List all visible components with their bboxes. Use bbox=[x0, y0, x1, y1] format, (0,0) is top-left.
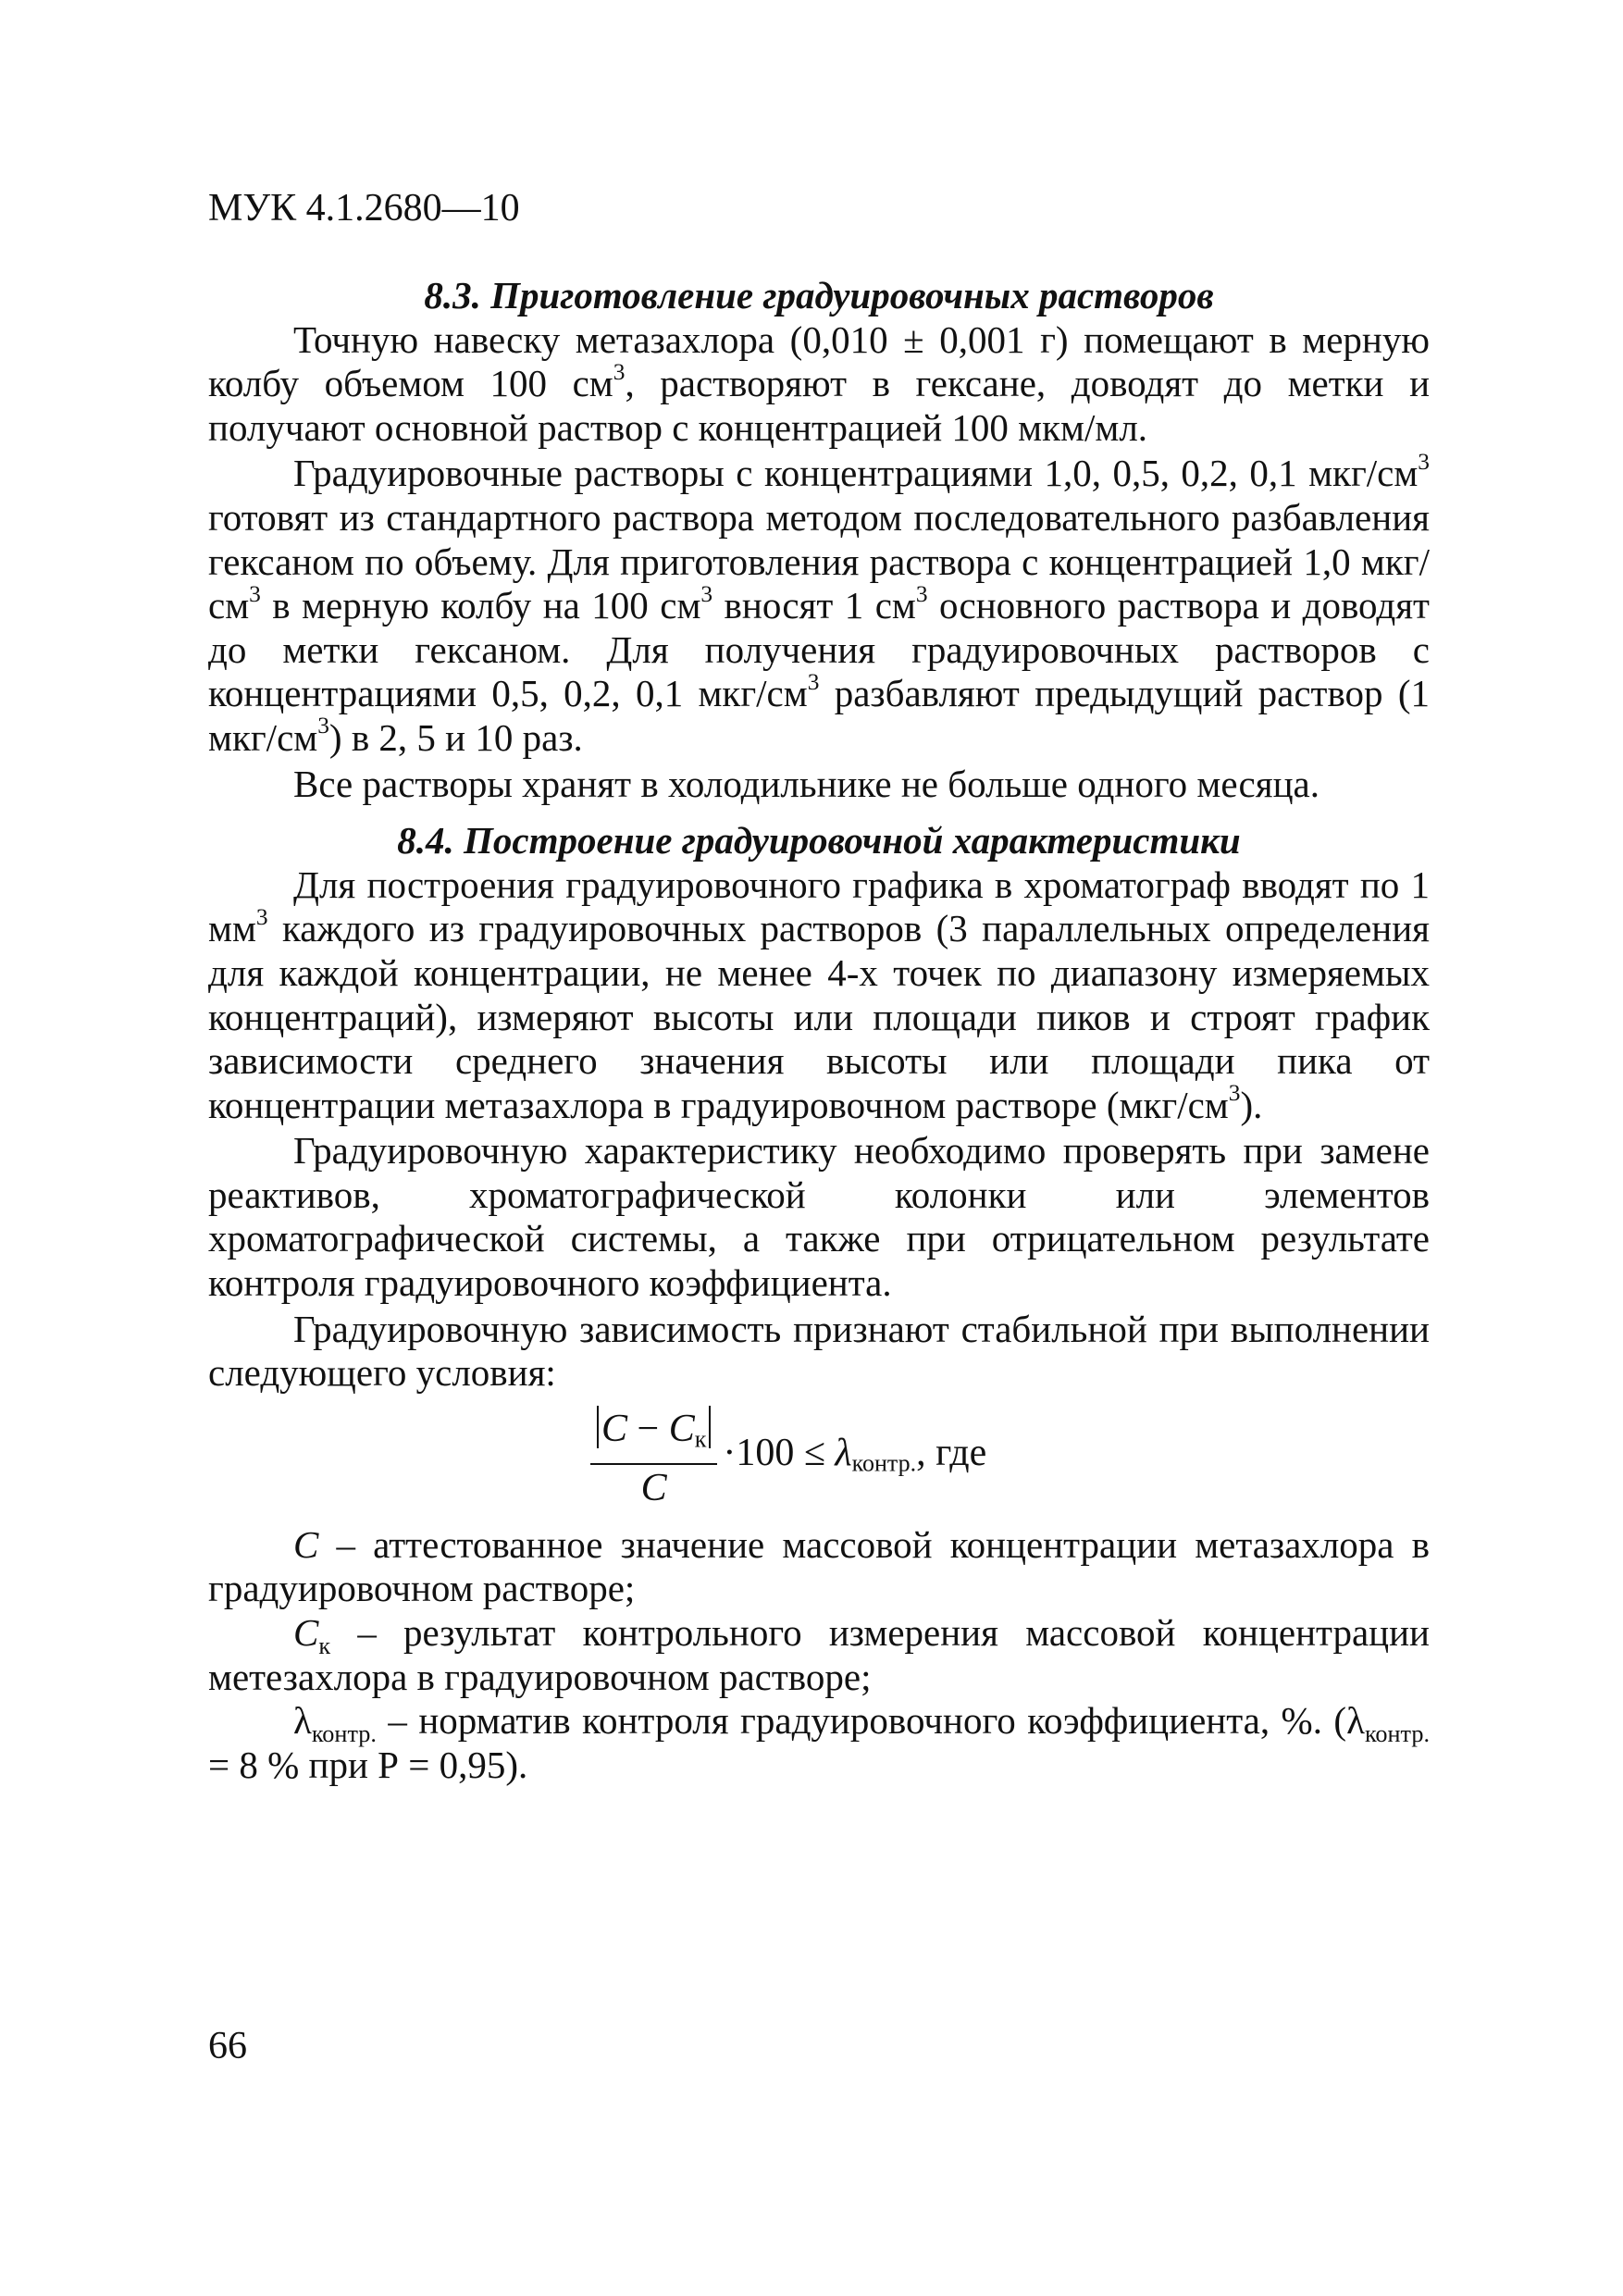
definition-lambda: $\lambda_{контр.}$ – норматив контроля градуировочного коэффициента, %. ($\lambda_{контр.} = 8$ % при Р = 0,95). bbox=[208, 1699, 1430, 1786]
paragraph-8-3-1: Точную навеску метазахлора (0,010 ± 0,001 г) помещают в мерную колбу объемом 100 $см^3$, растворяют в гексане, доводят до метки и получают основной раствор с концентрацией 100 мкм/мл. bbox=[208, 317, 1431, 449]
paragraph-8-4-2: Градуировочную характеристику необходимо проверять при замене реактивов, хроматографической колонки или элементов хроматографической системы, а также при отрицательном результате контроля градуировочного коэффициента. bbox=[208, 1129, 1430, 1305]
paragraph-8-4-3: Градуировочную зависимость признают стабильной при выполнении следующего условия: bbox=[208, 1307, 1430, 1395]
paragraph-8-3-2: Градуировочные растворы с концентрациями 1,0, 0,5, 0,2, 0,1 мкг/$см^3$ готовят из стандартного раствора методом последовательного разбавления гексаном по объему. Для приготовления раствора с концентрацией 1,0 мкг/$см^3$ в мерную колбу на 100 $см^3$ вносят 1 $см^3$ основного раствора и доводят до метки гексаном. Для получения градуировочных растворов с концентрациями 0,5, 0,2, 0,1 мкг/$см^3$ разбавляют предыдущий раствор (1 мкг/$см^3$) в 2, 5 и 10 раз. bbox=[208, 448, 1430, 759]
section-title-8-3: 8.3. Приготовление градуировочных растворов bbox=[424, 274, 1214, 316]
section-title-8-4: 8.4. Построение градуировочной характеристики bbox=[397, 819, 1241, 863]
formula-fraction bbox=[590, 1406, 717, 1511]
fraction-numerator: C − Cк bbox=[590, 1406, 717, 1463]
definition-ck: $C_к$ – результат контрольного измерения массовой концентрации метезахлора в градуировочном растворе; bbox=[208, 1611, 1430, 1698]
fraction-denominator: C bbox=[640, 1467, 667, 1510]
abs-bar-right bbox=[709, 1406, 711, 1448]
paragraph-8-4-1: Для построения градуировочного графика в хроматограф вводят по 1 $мм^3$ каждого из градуировочных растворов (3 параллельных определения для каждой концентрации, не менее 4-х точек по диапазону измеряемых концентраций), измеряют высоты или площади пиков и строят график зависимости среднего значения высоты или площади пика от концентрации метазахлора в градуировочном растворе $(мкг/см^3)$. bbox=[208, 863, 1430, 1126]
abs-bar-left bbox=[597, 1406, 599, 1448]
formula-expression bbox=[590, 1403, 986, 1514]
paragraph-8-3-3: Все растворы хранят в холодильнике не больше одного месяца. bbox=[293, 762, 1319, 805]
stability-formula bbox=[208, 1403, 1430, 1514]
page-content bbox=[208, 274, 1430, 1787]
document-code: МУК 4.1.2680—10 bbox=[208, 187, 520, 230]
formula-rest: ·100 ≤ λконтр., где bbox=[723, 1431, 987, 1477]
page-number: 66 bbox=[208, 2025, 247, 2067]
definition-c: C – аттестованное значение массовой концентрации метазахлора в градуировочном растворе; bbox=[208, 1522, 1430, 1610]
